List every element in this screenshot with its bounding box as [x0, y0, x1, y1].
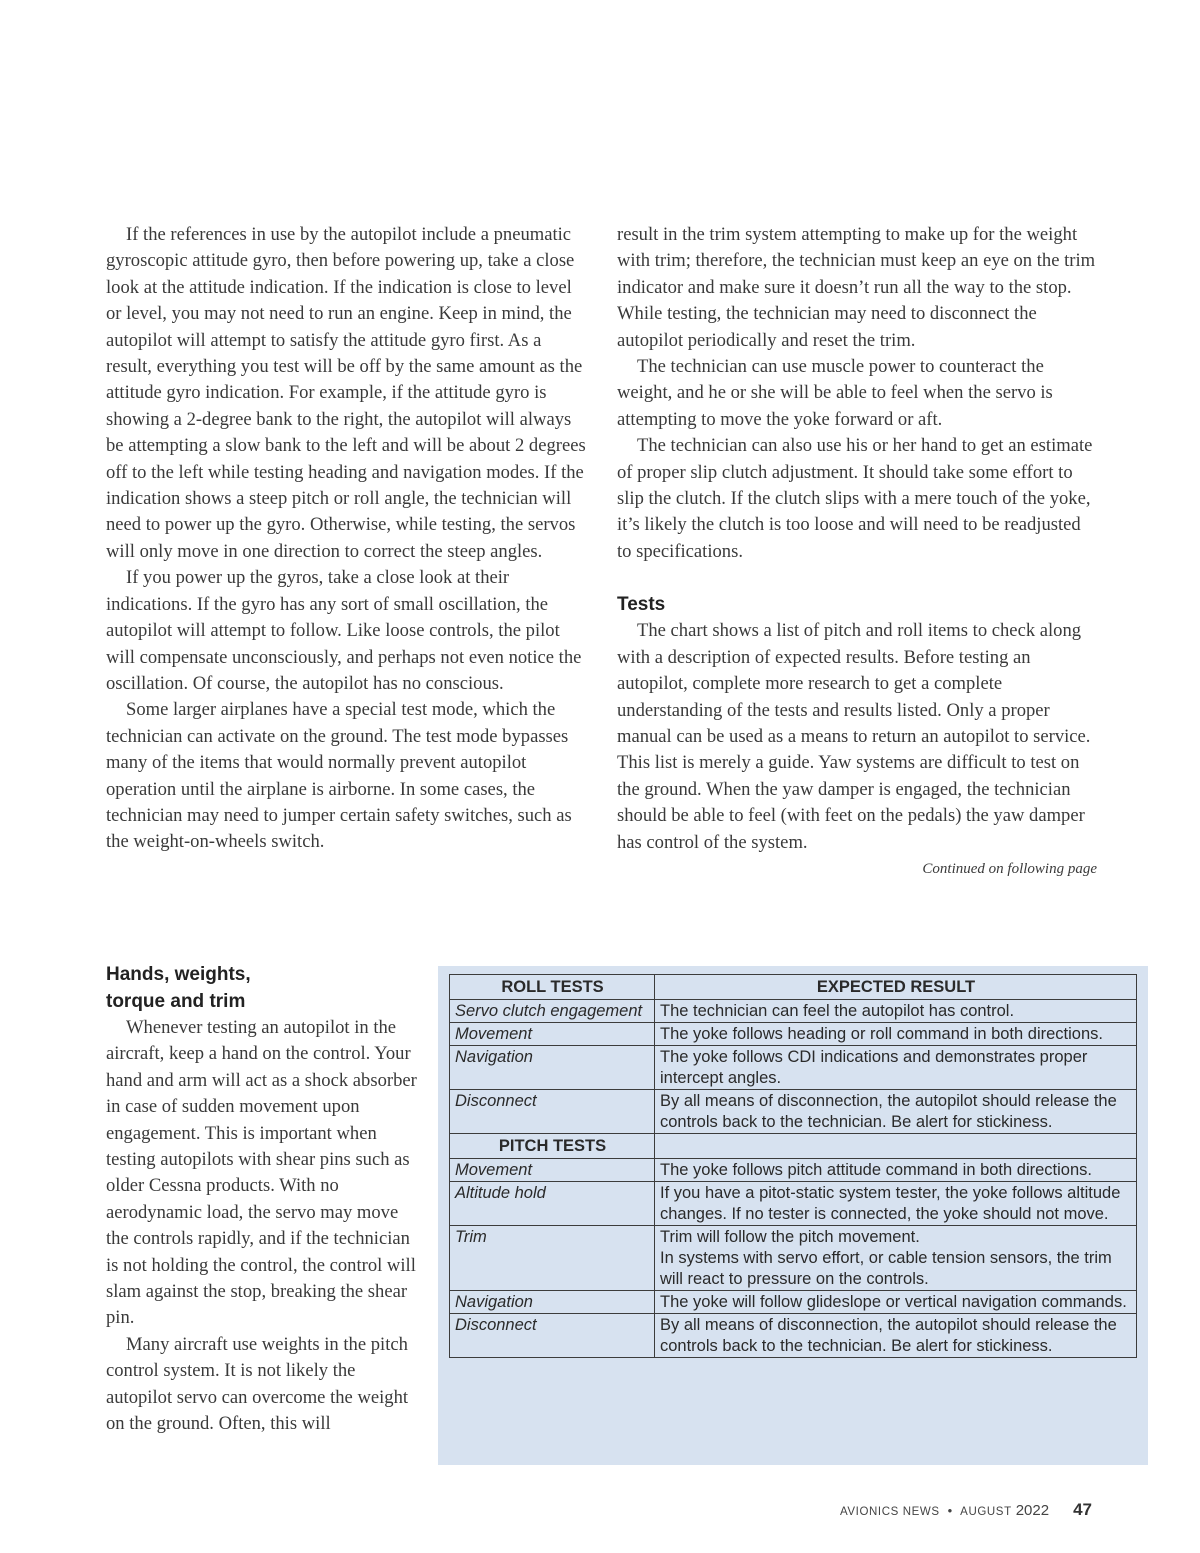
table-row	[450, 1023, 1137, 1046]
table-header-row	[450, 1134, 1137, 1159]
body-paragraph: Whenever testing an autopilot in the aircraft, keep a hand on the control. Your hand and arm will act as a shock absorber in case of sudden movement upon engagement. This is important when testing autopilots with shear pins such as older Cessna products. With no aerodynamic load, the servo may move the controls rapidly, and if the technician is not holding the control, the control will slam against the stop, breaking the shear pin.	[106, 1017, 417, 1329]
test-result: The yoke follows pitch attitude command in both directions.	[655, 1159, 1137, 1182]
article-column-left-top	[106, 222, 586, 856]
pitch-tests-header: PITCH TESTS	[450, 1134, 655, 1159]
test-result: The yoke will follow glideslope or vertical navigation commands.	[655, 1291, 1137, 1314]
table-row	[450, 1159, 1137, 1182]
table-header-row	[450, 975, 1137, 1000]
body-paragraph: The technician can also use his or her hand to get an estimate of proper slip clutch adjustment. It should take some effort to slip the clutch. If the clutch slips with a mere touch of the yoke, it’s likely the clutch is too loose and will need to be readjusted to specifications.	[617, 435, 1093, 562]
test-name: Trim	[450, 1226, 655, 1291]
table-row	[450, 1046, 1137, 1090]
test-name: Disconnect	[450, 1314, 655, 1358]
test-name: Altitude hold	[450, 1182, 655, 1226]
table-row	[450, 1090, 1137, 1134]
page-number: 47	[1073, 1500, 1092, 1519]
test-name: Navigation	[450, 1291, 655, 1314]
section-heading-line: torque and trim	[106, 991, 246, 1012]
table-row	[450, 1291, 1137, 1314]
publication-name: AVIONICS NEWS	[840, 1506, 940, 1518]
expected-result-header: EXPECTED RESULT	[655, 975, 1137, 1000]
section-heading-hands	[106, 961, 424, 1015]
article-column-left-bottom	[106, 961, 424, 1438]
test-result: The yoke follows heading or roll command in both directions.	[655, 1023, 1137, 1046]
empty-header-cell	[655, 1134, 1137, 1159]
body-paragraph: Some larger airplanes have a special test mode, which the technician can activate on the ground. The test mode bypasses many of the items that would normally prevent autopilot operation until the airplane is airborne. In some cases, the technician may need to jumper certain safety switches, such as the weight-on-wheels switch.	[106, 699, 572, 853]
test-result: By all means of disconnection, the autopilot should release the controls back to the technician. Be alert for stickiness.	[655, 1314, 1137, 1358]
test-result: By all means of disconnection, the autopilot should release the controls back to the technician. Be alert for stickiness.	[655, 1090, 1137, 1134]
issue-month: AUGUST	[960, 1506, 1012, 1518]
test-result: If you have a pitot-static system tester, the yoke follows altitude changes. If no tester is connected, the yoke should not move.	[655, 1182, 1137, 1226]
test-result: Trim will follow the pitch movement. In systems with servo effort, or cable tension sensors, the trim will react to pressure on the controls.	[655, 1226, 1137, 1291]
continued-note: Continued on following page	[922, 860, 1097, 877]
test-name: Navigation	[450, 1046, 655, 1090]
body-paragraph: The chart shows a list of pitch and roll items to check along with a description of expected results. Before testing an autopilot, complete more research to get a complete understanding of the tests and results listed. Only a proper manual can be used as a means to return an autopilot to service. This list is merely a guide. Yaw systems are difficult to test on the ground. When the yaw damper is engaged, the technician should be able to feel (with feet on the pedals) the yaw damper has control of the system.	[617, 620, 1091, 853]
body-paragraph: The technician can use muscle power to counteract the weight, and he or she will be able to feel when the servo is attempting to move the yoke forward or aft.	[617, 356, 1053, 430]
table-row	[450, 1226, 1137, 1291]
test-name: Disconnect	[450, 1090, 655, 1134]
section-heading-tests: Tests	[617, 594, 666, 616]
table-row	[450, 1000, 1137, 1023]
test-name: Movement	[450, 1023, 655, 1046]
tests-table	[449, 974, 1137, 1358]
section-heading-line: Hands, weights,	[106, 964, 251, 985]
body-paragraph: result in the trim system attempting to make up for the weight with trim; therefore, the technician must keep an eye on the trim indicator and make sure it doesn’t run all the way to the stop. While testing, the technician may need to disconnect the autopilot periodically and reset the trim.	[617, 224, 1096, 351]
test-name: Servo clutch engagement	[450, 1000, 655, 1023]
tests-table-panel	[438, 966, 1148, 1465]
body-paragraph: If you power up the gyros, take a close look at their indications. If the gyro has any sort of small oscillation, the autopilot will attempt to follow. Like loose controls, the pilot will compensate unconsciously, and perhaps not even notice the oscillation. Of course, the autopilot has no conscious.	[106, 567, 582, 694]
body-paragraph: Many aircraft use weights in the pitch control system. It is not likely the autopilot servo can overcome the weight on the ground. Often, this will	[106, 1333, 409, 1435]
test-name: Movement	[450, 1159, 655, 1182]
issue-year: 2022	[1015, 1502, 1050, 1519]
page-footer	[840, 1500, 1092, 1520]
test-result: The technician can feel the autopilot has control.	[655, 1000, 1137, 1023]
table-row	[450, 1314, 1137, 1358]
footer-bullet: •	[947, 1503, 953, 1518]
body-paragraph: If the references in use by the autopilot include a pneumatic gyroscopic attitude gyro, then before powering up, take a close look at the attitude indication. If the indication is close to level or level, you may not need to run an engine. Keep in mind, the autopilot will attempt to satisfy the attitude gyro first. As a result, everything you test will be off by the same amount as the attitude gyro indication. For example, if the attitude gyro is showing a 2-degree bank to the right, the autopilot will always be attempting a slow bank to the left and will be about 2 degrees off to the left while testing heading and navigation modes. If the indication shows a steep pitch or roll angle, the technician will need to power up the gyro. Otherwise, while testing, the servos will only move in one direction to correct the steep angles.	[106, 224, 586, 562]
article-column-right-top	[617, 222, 1097, 882]
roll-tests-header: ROLL TESTS	[450, 975, 655, 1000]
table-row	[450, 1182, 1137, 1226]
test-result: The yoke follows CDI indications and demonstrates proper intercept angles.	[655, 1046, 1137, 1090]
